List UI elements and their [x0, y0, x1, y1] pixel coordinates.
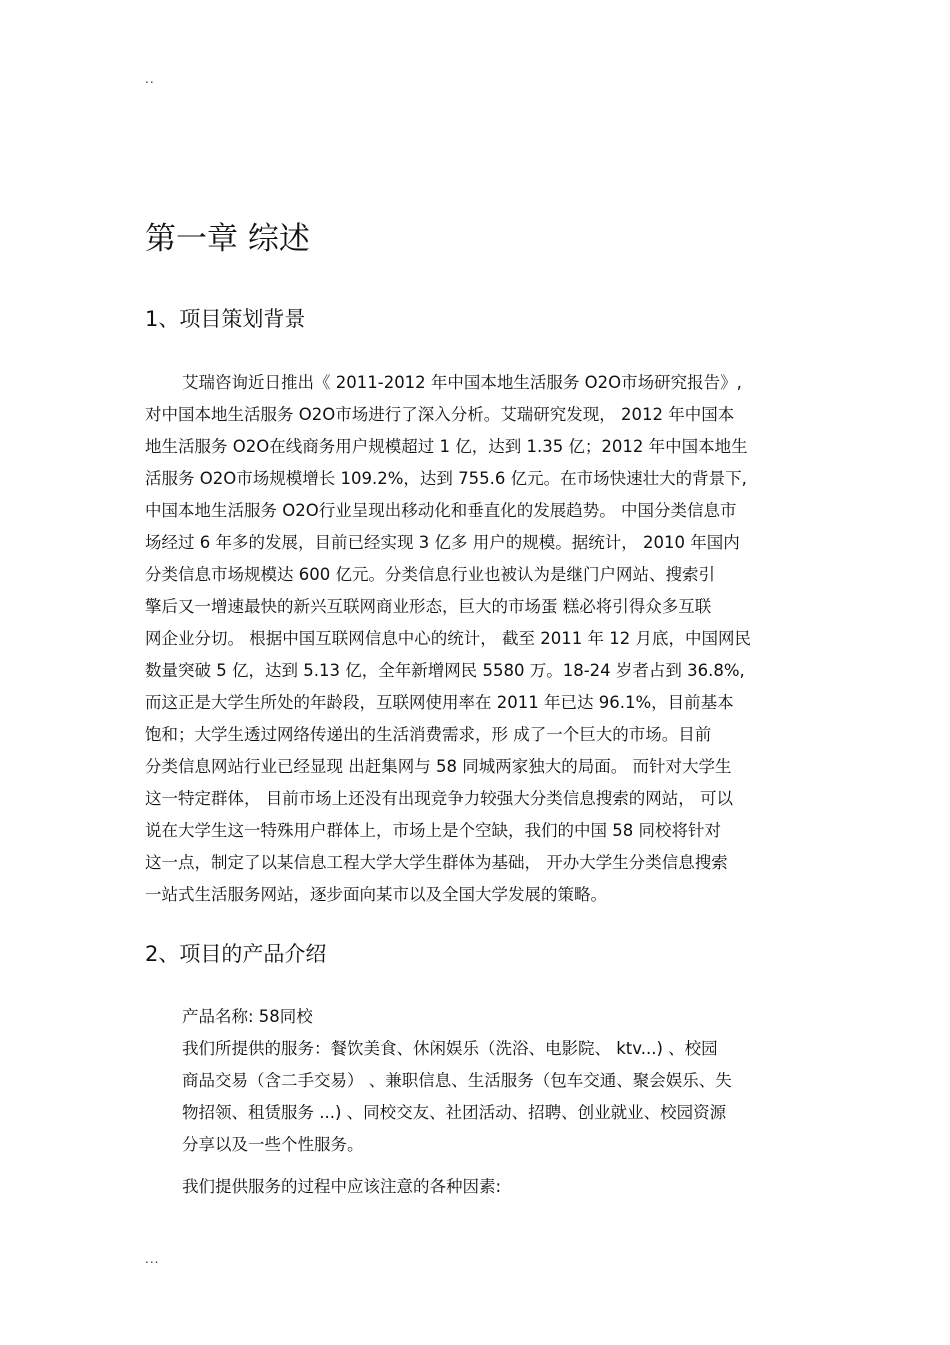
services-line: 分享以及一些个性服务。: [182, 1135, 364, 1154]
paragraph-line: 地生活服务 O2O在线商务用户规模超过 1 亿，达到 1.35 亿；2012 年中国本地生: [145, 437, 748, 456]
paragraph-line: 分类信息网站行业已经显现 出赶集网与 58 同城两家独大的局面。 而针对大学生: [145, 757, 732, 776]
factors-intro: 我们提供服务的过程中应该注意的各种因素:: [182, 1177, 502, 1196]
paragraph-line: 网企业分切。 根据中国互联网信息中心的统计， 截至 2011 年 12 月底，中国网民: [145, 629, 751, 648]
header-mark: ..: [145, 72, 155, 86]
paragraph-line: 这一特定群体， 目前市场上还没有出现竞争力较强大分类信息搜索的网站， 可以: [145, 789, 733, 808]
product-intro: [182, 1001, 807, 1161]
product-name-line: 产品名称: 58同校: [182, 1007, 313, 1026]
paragraph-line: 活服务 O2O市场规模增长 109.2%，达到 755.6 亿元。在市场快速壮大的背景下,: [145, 469, 747, 488]
paragraph-line: 而这正是大学生所处的年龄段，互联网使用率在 2011 年已达 96.1%，目前基本: [145, 693, 734, 712]
paragraph-line: 说在大学生这一特殊用户群体上，市场上是个空缺，我们的中国 58 同校将针对: [145, 821, 721, 840]
paragraph-line: 擎后又一增速最快的新兴互联网商业形态，巨大的市场蛋 糕必将引得众多互联: [145, 597, 712, 616]
background-paragraph: [145, 367, 805, 911]
paragraph-line: 饱和；大学生透过网络传递出的生活消费需求，形 成了一个巨大的市场。目前: [145, 725, 712, 744]
paragraph-line: 数量突破 5 亿，达到 5.13 亿，全年新增网民 5580 万。18-24 岁者占到 36.8%,: [145, 661, 745, 680]
paragraph-line: 这一点，制定了以某信息工程大学大学生群体为基础， 开办大学生分类信息搜索: [145, 853, 728, 872]
section-title-products: 2、项目的产品介绍: [145, 942, 327, 966]
services-line: 商品交易（含二手交易） 、兼职信息、生活服务（包车交通、聚会娱乐、失: [182, 1071, 732, 1090]
chapter-title: 第一章 综述: [145, 221, 310, 257]
paragraph-line: 分类信息市场规模达 600 亿元。分类信息行业也被认为是继门户网站、搜索引: [145, 565, 715, 584]
paragraph-line: 对中国本地生活服务 O2O市场进行了深入分析。艾瑞研究发现， 2012 年中国本: [145, 405, 735, 424]
section-title-background: 1、项目策划背景: [145, 307, 306, 331]
footer-mark: ...: [145, 1252, 160, 1266]
paragraph-line: 一站式生活服务网站，逐步面向某市以及全国大学发展的策略。: [145, 885, 607, 904]
paragraph-line: 场经过 6 年多的发展，目前已经实现 3 亿多 用户的规模。据统计， 2010 年国内: [145, 533, 740, 552]
paragraph-line: 艾瑞咨询近日推出《 2011-2012 年中国本地生活服务 O2O市场研究报告》,: [182, 373, 742, 392]
services-line: 我们所提供的服务：餐饮美食、休闲娱乐（洗浴、电影院、 ktv...) 、校园: [182, 1039, 718, 1058]
paragraph-line: 中国本地生活服务 O2O行业呈现出移动化和垂直化的发展趋势。 中国分类信息市: [145, 501, 737, 520]
services-line: 物招领、租赁服务 ...) 、同校交友、社团活动、招聘、创业就业、校园资源: [182, 1103, 727, 1122]
